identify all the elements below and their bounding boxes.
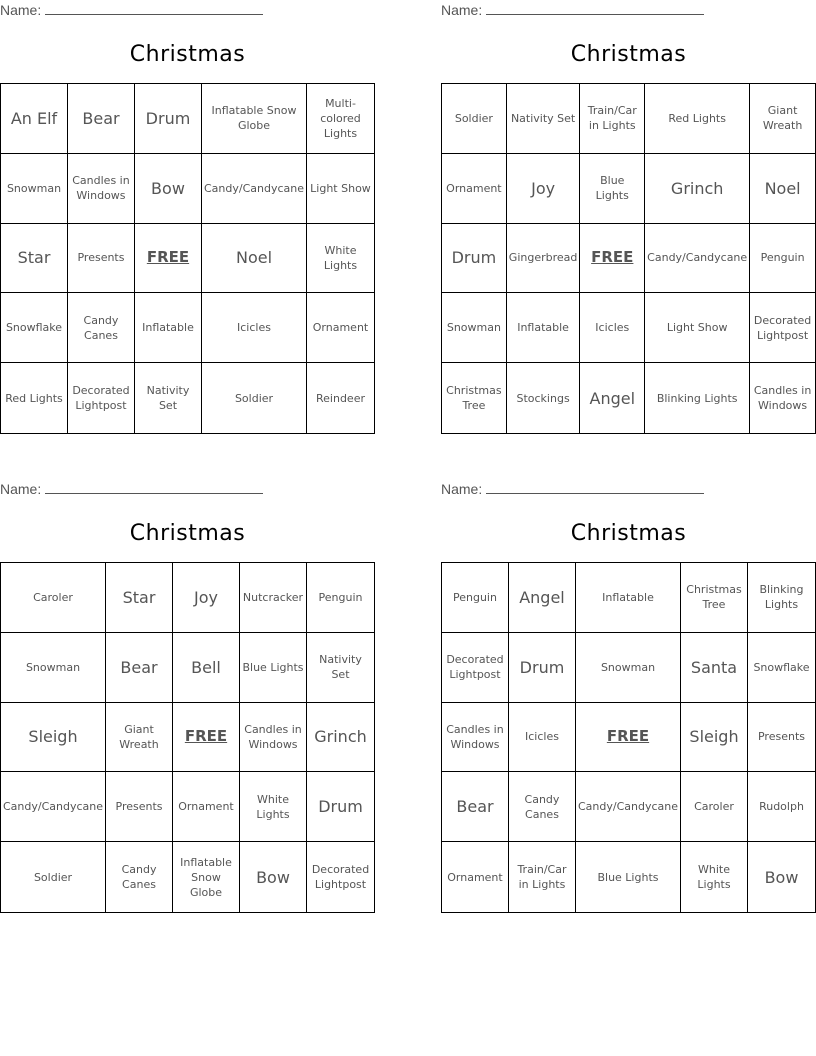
bingo-cell: Penguin — [750, 224, 815, 294]
free-space-cell: FREE — [173, 703, 240, 773]
bingo-cell: Train/Car in Lights — [580, 84, 645, 154]
bingo-cell: Light Show — [645, 293, 750, 363]
bingo-cell: Snowflake — [748, 633, 815, 703]
bingo-cell: Candy Canes — [68, 293, 135, 363]
bingo-cell: Inflatable Snow Globe — [173, 842, 240, 912]
free-space-cell: FREE — [576, 703, 681, 773]
bingo-cell: Noel — [750, 154, 815, 224]
bingo-cell: Drum — [135, 84, 202, 154]
bingo-cell: Nutcracker — [240, 563, 307, 633]
bingo-cell: Caroler — [681, 772, 748, 842]
bingo-cell: Inflatable Snow Globe — [202, 84, 307, 154]
bingo-cell: Multi-colored Lights — [307, 84, 374, 154]
bingo-cell: Drum — [442, 224, 507, 294]
bingo-cell: Soldier — [1, 842, 106, 912]
bingo-cell: Candy/Candycane — [576, 772, 681, 842]
bingo-cell: Santa — [681, 633, 748, 703]
bingo-cell: Blue Lights — [576, 842, 681, 912]
bingo-cell: Stockings — [507, 363, 581, 433]
bingo-cell: Bell — [173, 633, 240, 703]
bingo-cell: White Lights — [681, 842, 748, 912]
bingo-cell: Giant Wreath — [750, 84, 815, 154]
name-label: Name: — [441, 2, 483, 18]
bingo-cell: Joy — [507, 154, 581, 224]
bingo-cell: Blue Lights — [240, 633, 307, 703]
bingo-grid — [441, 562, 816, 913]
bingo-cell: Ornament — [442, 154, 507, 224]
bingo-cell: Sleigh — [681, 703, 748, 773]
bingo-cell: Giant Wreath — [106, 703, 173, 773]
bingo-cell: Ornament — [307, 293, 374, 363]
bingo-cell: Nativity Set — [307, 633, 374, 703]
bingo-cell: Bear — [106, 633, 173, 703]
bingo-grid — [0, 83, 375, 434]
bingo-cell: Icicles — [509, 703, 576, 773]
bingo-grid — [0, 562, 375, 913]
bingo-cell: Bow — [135, 154, 202, 224]
bingo-cell: Caroler — [1, 563, 106, 633]
bingo-cell: Drum — [509, 633, 576, 703]
bingo-cell: Rudolph — [748, 772, 815, 842]
name-field[interactable] — [0, 481, 263, 497]
name-field[interactable] — [0, 2, 263, 18]
name-underline — [45, 13, 263, 15]
bingo-cell: Candles in Windows — [442, 703, 509, 773]
bingo-cell: Christmas Tree — [681, 563, 748, 633]
bingo-cell: Candles in Windows — [240, 703, 307, 773]
bingo-cell: Blinking Lights — [748, 563, 815, 633]
bingo-cell: Red Lights — [1, 363, 68, 433]
bingo-cell: Nativity Set — [507, 84, 581, 154]
bingo-cell: Presents — [748, 703, 815, 773]
bingo-cell: Icicles — [580, 293, 645, 363]
bingo-cell: Noel — [202, 224, 307, 294]
bingo-cell: Penguin — [307, 563, 374, 633]
name-field[interactable] — [441, 2, 704, 18]
bingo-cell: Snowflake — [1, 293, 68, 363]
bingo-cell: Bow — [240, 842, 307, 912]
bingo-cell: Penguin — [442, 563, 509, 633]
bingo-cell: Candy/Candycane — [202, 154, 307, 224]
bingo-cell: Ornament — [442, 842, 509, 912]
bingo-cell: Candy Canes — [106, 842, 173, 912]
bingo-cell: Nativity Set — [135, 363, 202, 433]
bingo-cell: Soldier — [202, 363, 307, 433]
bingo-cell: Star — [1, 224, 68, 294]
bingo-cell: Angel — [580, 363, 645, 433]
bingo-cell: Inflatable — [576, 563, 681, 633]
bingo-cell: White Lights — [307, 224, 374, 294]
card-title: Christmas — [570, 42, 687, 67]
name-underline — [486, 492, 704, 494]
bingo-cell: Blue Lights — [580, 154, 645, 224]
name-underline — [45, 492, 263, 494]
bingo-cell: Star — [106, 563, 173, 633]
name-field[interactable] — [441, 481, 704, 497]
bingo-cell: Decorated Lightpost — [750, 293, 815, 363]
bingo-cell: Sleigh — [1, 703, 106, 773]
name-label: Name: — [0, 2, 42, 18]
bingo-cell: Red Lights — [645, 84, 750, 154]
bingo-cell: Candy/Candycane — [645, 224, 750, 294]
bingo-cell: Train/Car in Lights — [509, 842, 576, 912]
bingo-cell: Icicles — [202, 293, 307, 363]
bingo-cell: Christmas Tree — [442, 363, 507, 433]
bingo-cell: Joy — [173, 563, 240, 633]
free-space-cell: FREE — [580, 224, 645, 294]
bingo-cell: An Elf — [1, 84, 68, 154]
bingo-cell: Snowman — [442, 293, 507, 363]
bingo-cell: Reindeer — [316, 391, 365, 405]
name-label: Name: — [0, 481, 42, 497]
name-label: Name: — [441, 481, 483, 497]
bingo-cell: Candy/Candycane — [1, 772, 106, 842]
bingo-cell: Light Show — [307, 154, 374, 224]
free-space-cell: FREE — [135, 224, 202, 294]
bingo-cell: Snowman — [1, 633, 106, 703]
card-title: Christmas — [129, 42, 246, 67]
bingo-cell: Soldier — [442, 84, 507, 154]
bingo-cell: Bear — [68, 84, 135, 154]
bingo-cell: Presents — [106, 772, 173, 842]
bingo-grid — [441, 83, 816, 434]
card-title: Christmas — [129, 521, 246, 546]
bingo-cell: Drum — [307, 772, 374, 842]
bingo-cell: Ornament — [173, 772, 240, 842]
bingo-cell: Gingerbread — [507, 224, 581, 294]
card-title: Christmas — [570, 521, 687, 546]
bingo-cell: Bear — [442, 772, 509, 842]
bingo-cell: Grinch — [645, 154, 750, 224]
bingo-cell: Presents — [68, 224, 135, 294]
bingo-cell: Blinking Lights — [645, 363, 750, 433]
bingo-cell: Angel — [509, 563, 576, 633]
name-underline — [486, 13, 704, 15]
bingo-cell: Decorated Lightpost — [442, 633, 509, 703]
bingo-cell: Decorated Lightpost — [68, 363, 135, 433]
bingo-cell: Candles in Windows — [68, 154, 135, 224]
bingo-cell: Snowman — [576, 633, 681, 703]
bingo-cell: Candy Canes — [509, 772, 576, 842]
bingo-cell: White Lights — [240, 772, 307, 842]
bingo-cell: Inflatable — [135, 293, 202, 363]
bingo-cell: Grinch — [307, 703, 374, 773]
bingo-cell: Inflatable — [507, 293, 581, 363]
bingo-cell: Decorated Lightpost — [311, 863, 370, 892]
bingo-cell: Candles in Windows — [753, 384, 812, 413]
bingo-cell: Snowman — [1, 154, 68, 224]
bingo-cell: Bow — [764, 867, 799, 887]
